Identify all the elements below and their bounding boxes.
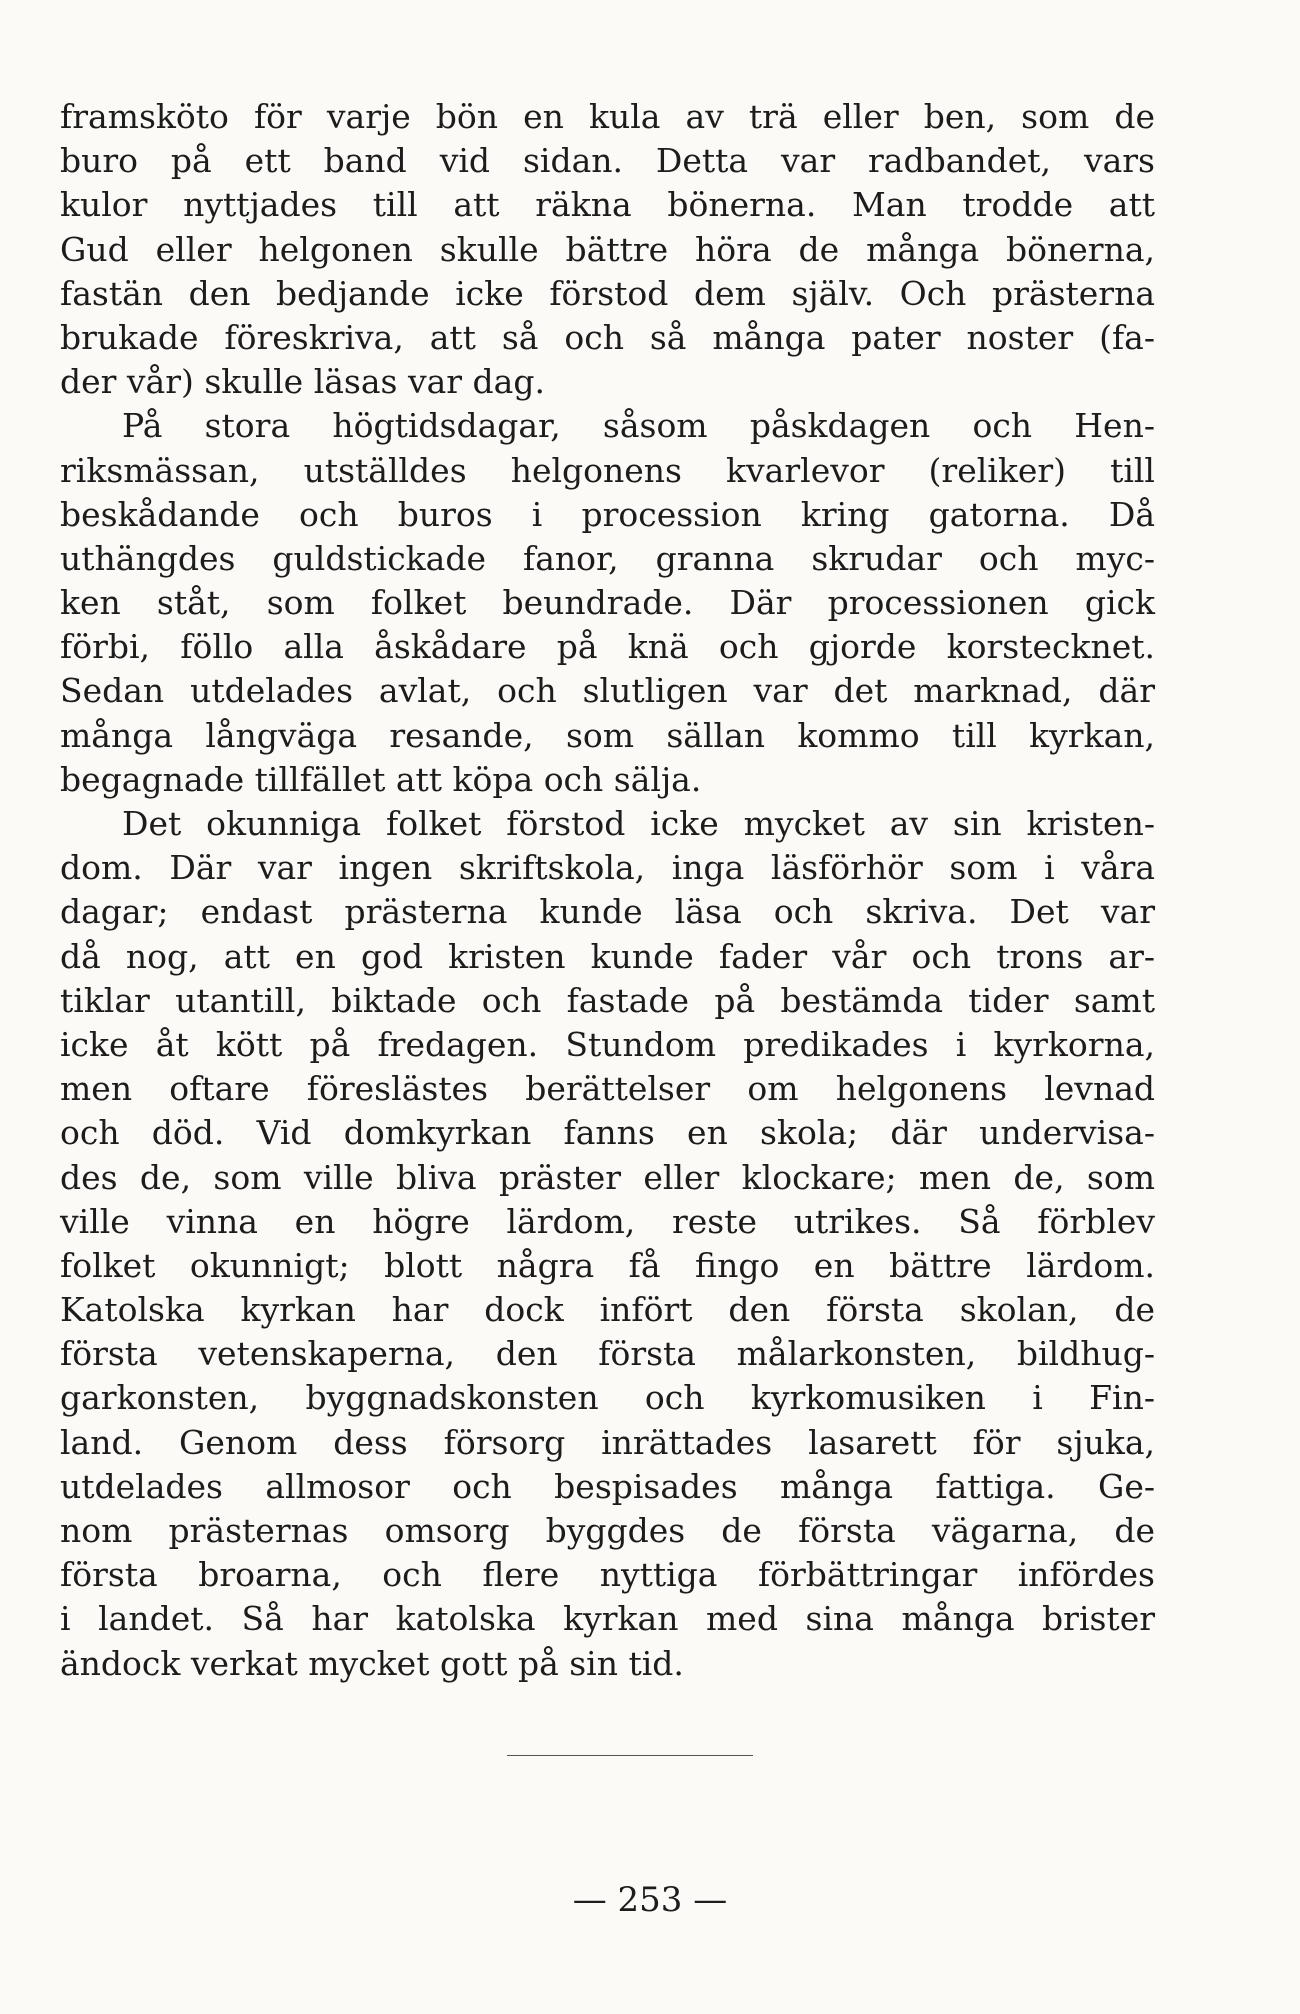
section-divider xyxy=(507,1755,753,1756)
text-line: På stora högtidsdagar, såsom påskdagen och Hen- xyxy=(122,406,1155,446)
text-line: första broarna, och flere nyttiga förbättringar infördes xyxy=(60,1555,1155,1595)
text-line: tiklar utantill, biktade och fastade på bestämda tider samt xyxy=(60,980,1155,1020)
text-line: men oftare föreslästes berättelser om helgonens levnad xyxy=(60,1069,1155,1109)
text-line: ändock verkat mycket gott på sin tid. xyxy=(60,1643,684,1683)
text-line: nom prästernas omsorg byggdes de första vägarna, de xyxy=(60,1511,1155,1550)
text-line: framsköto för varje bön en kula av trä eller ben, som de xyxy=(60,97,1155,136)
text-line: första vetenskaperna, den första målarkonsten, bildhug- xyxy=(60,1334,1155,1374)
text-line: dagar; endast prästerna kunde läsa och skriva. Det var xyxy=(60,892,1155,932)
text-line: icke åt kött på fredagen. Stundom predikades i kyrkorna, xyxy=(60,1024,1155,1064)
text-line: buro på ett band vid sidan. Detta var radbandet, vars xyxy=(60,141,1155,181)
text-line: Gud eller helgonen skulle bättre höra de många bönerna, xyxy=(60,229,1155,269)
text-line: och död. Vid domkyrkan fanns en skola; där undervisa- xyxy=(60,1113,1155,1153)
text-line: förbi, föllo alla åskådare på knä och gjorde korstecknet. xyxy=(60,627,1155,667)
text-line: garkonsten, byggnadskonsten och kyrkomusiken i Fin- xyxy=(60,1378,1155,1418)
text-line: ken ståt, som folket beundrade. Där processionen gick xyxy=(60,583,1155,623)
text-line: då nog, att en god kristen kunde fader vår och trons ar- xyxy=(60,936,1155,976)
text-line: utdelades allmosor och bespisades många fattiga. Ge- xyxy=(60,1466,1155,1506)
text-line: ville vinna en högre lärdom, reste utrikes. Så förblev xyxy=(60,1201,1155,1241)
text-line: der vår) skulle läsas var dag. xyxy=(60,362,545,402)
text-line: Katolska kyrkan har dock infört den första skolan, de xyxy=(60,1290,1155,1330)
text-line: uthängdes guldstickade fanor, granna skrudar och myc- xyxy=(60,538,1155,578)
text-line: begagnade tillfället att köpa och sälja. xyxy=(60,759,702,799)
text-line: dom. Där var ingen skriftskola, inga läsförhör som i våra xyxy=(60,848,1155,888)
text-line: riksmässan, utställdes helgonens kvarlevor (reliker) till xyxy=(60,450,1155,490)
text-line: land. Genom dess försorg inrättades lasarett för sjuka, xyxy=(60,1422,1155,1462)
text-line: många långväga resande, som sällan kommo till kyrkan, xyxy=(60,715,1155,755)
page-number: — 253 — xyxy=(572,1880,728,1920)
body-text xyxy=(60,95,1155,1686)
text-line: beskådande och buros i procession kring gatorna. Då xyxy=(60,494,1155,534)
text-line: brukade föreskriva, att så och så många pater noster (fa- xyxy=(60,317,1155,357)
text-line: kulor nyttjades till att räkna bönerna. Man trodde att xyxy=(60,185,1155,225)
text-line: Det okunniga folket förstod icke mycket av sin kristen- xyxy=(122,804,1155,843)
text-line: i landet. Så har katolska kyrkan med sina många brister xyxy=(60,1599,1155,1639)
text-line: fastän den bedjande icke förstod dem själv. Och prästerna xyxy=(60,273,1155,313)
text-line: Sedan utdelades avlat, och slutligen var det marknad, där xyxy=(60,671,1155,711)
text-line: folket okunnigt; blott några få fingo en bättre lärdom. xyxy=(60,1245,1155,1285)
text-line: des de, som ville bliva präster eller klockare; men de, som xyxy=(60,1157,1155,1197)
